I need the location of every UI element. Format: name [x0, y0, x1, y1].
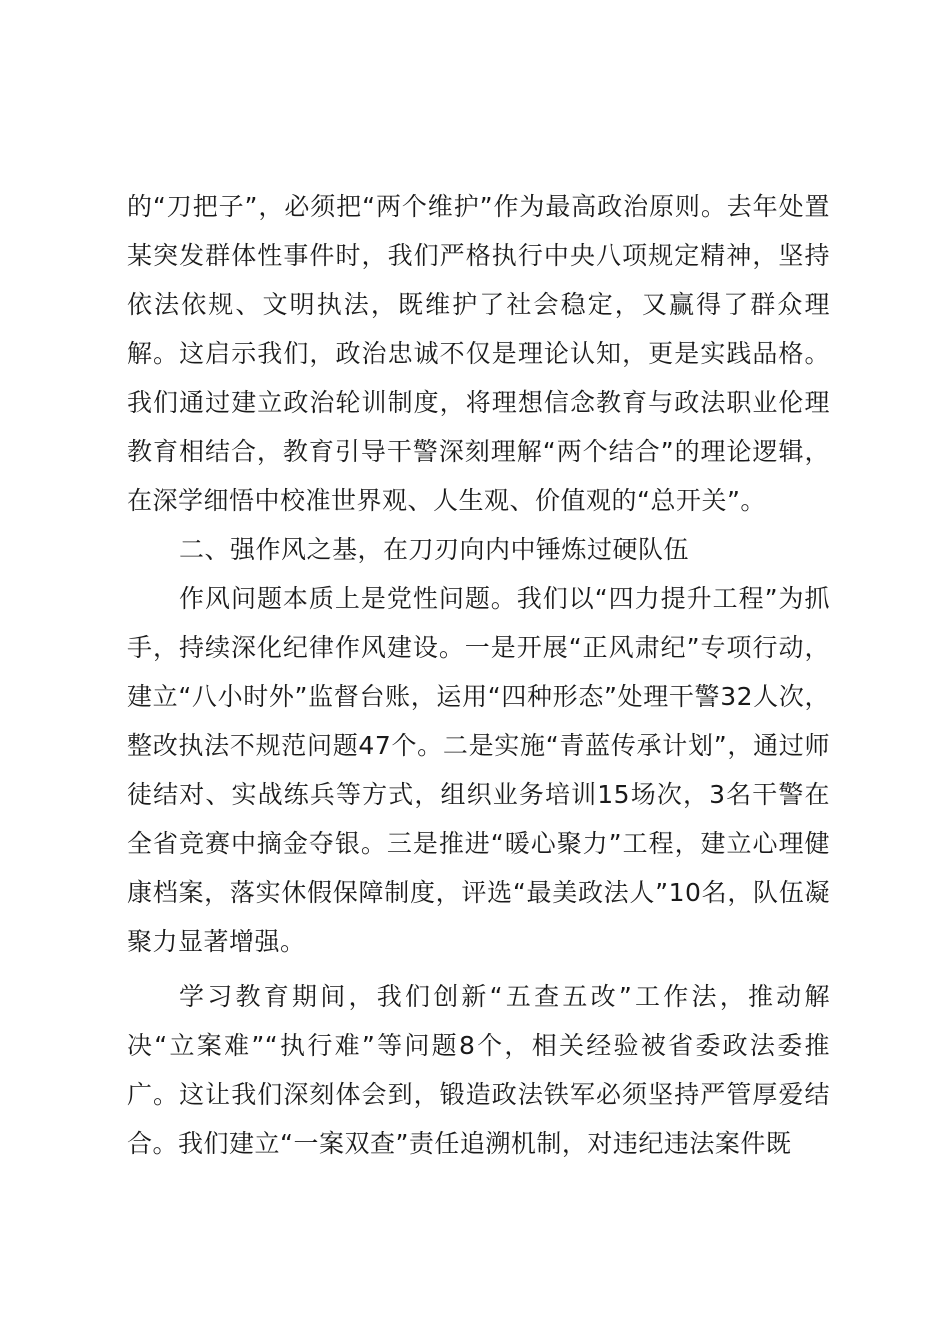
paragraph-study-education: 学习教育期间，我们创新“五查五改”工作法，推动解决“立案难”“执行难”等问题8个，相关经验被省委政法委推广。这让我们深刻体会到，锻造政法铁军必须坚持严管厚爱结合。我们建立“一案双查”责任追溯机制，对违纪违法案件既	[127, 982, 830, 1158]
section-heading-two: 二、强作风之基，在刀刃向内中锤炼过硬队伍	[179, 535, 690, 564]
document-body	[127, 182, 830, 1168]
paragraph-work-style: 作风问题本质上是党性问题。我们以“四力提升工程”为抓手，持续深化纪律作风建设。一是开展“正风肃纪”专项行动，建立“八小时外”监督台账，运用“四种形态”处理干警32人次，整改执法不规范问题47个。二是实施“青蓝传承计划”，通过师徒结对、实战练兵等方式，组织业务培训15场次，3名干警在全省竞赛中摘金夺银。三是推进“暖心聚力”工程，建立心理健康档案，落实休假保障制度，评选“最美政法人”10名，队伍凝聚力显著增强。	[127, 584, 830, 956]
paragraph-political-loyalty: 的“刀把子”，必须把“两个维护”作为最高政治原则。去年处置某突发群体性事件时，我们严格执行中央八项规定精神，坚持依法依规、文明执法，既维护了社会稳定，又赢得了群众理解。这启示我们，政治忠诚不仅是理论认知，更是实践品格。我们通过建立政治轮训制度，将理想信念教育与政法职业伦理教育相结合，教育引导干警深刻理解“两个结合”的理论逻辑，在深学细悟中校准世界观、人生观、价值观的“总开关”。	[127, 192, 830, 515]
